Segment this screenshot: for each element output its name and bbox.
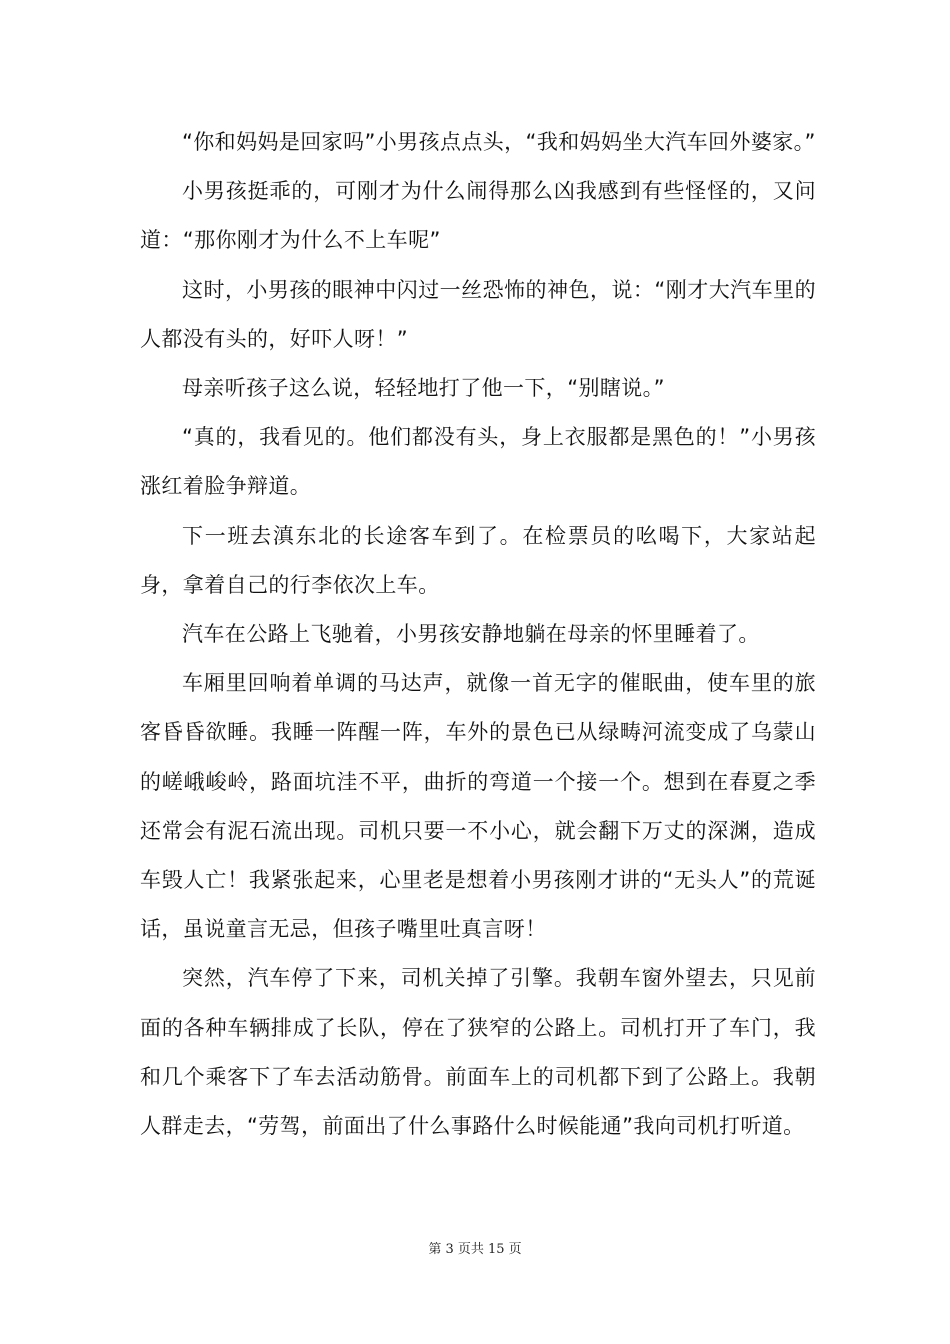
paragraph: 小男孩挺乖的，可刚才为什么闹得那么凶我感到有些怪怪的，又问道：“那你刚才为什么不上车呢” <box>140 179 816 253</box>
paragraph: “你和妈妈是回家吗”小男孩点点头，“我和妈妈坐大汽车回外婆家。” <box>182 130 816 154</box>
paragraph: “真的，我看见的。他们都没有头，身上衣服都是黑色的！”小男孩涨红着脸争辩道。 <box>140 425 816 499</box>
paragraph: 车厢里回响着单调的马达声，就像一首无字的催眠曲，使车里的旅客昏昏欲睡。我睡一阵醒一阵，车外的景色已从绿畴河流变成了乌蒙山的嵯峨峻岭，路面坑洼不平，曲折的弯道一个接一个。想到在春夏之季还常会有泥石流出现。司机只要一不小心，就会翻下万丈的深渊，造成车毁人亡！我紧张起来，心里老是想着小男孩刚才讲的“无头人”的荒诞话，虽说童言无忌，但孩子嘴里吐真言呀！ <box>140 671 816 942</box>
paragraph: 下一班去滇东北的长途客车到了。在检票员的吆喝下，大家站起身，拿着自己的行李依次上车。 <box>140 523 816 597</box>
paragraph: 母亲听孩子这么说，轻轻地打了他一下，“别瞎说。” <box>182 376 665 401</box>
paragraph: 这时，小男孩的眼神中闪过一丝恐怖的神色，说：“刚才大汽车里的人都没有头的，好吓人呀！” <box>140 277 816 351</box>
body-text <box>140 118 816 1151</box>
paragraph: 突然，汽车停了下来，司机关掉了引擎。我朝车窗外望去，只见前面的各种车辆排成了长队，停在了狭窄的公路上。司机打开了车门，我和几个乘客下了车去活动筋骨。前面车上的司机都下到了公路上。我朝人群走去，“劳驾，前面出了什么事路什么时候能通”我向司机打听道。 <box>140 966 816 1139</box>
paragraph: 汽车在公路上飞驰着，小男孩安静地躺在母亲的怀里睡着了。 <box>182 622 760 647</box>
page-number-footer: 第 3 页共 15 页 <box>428 1242 522 1257</box>
